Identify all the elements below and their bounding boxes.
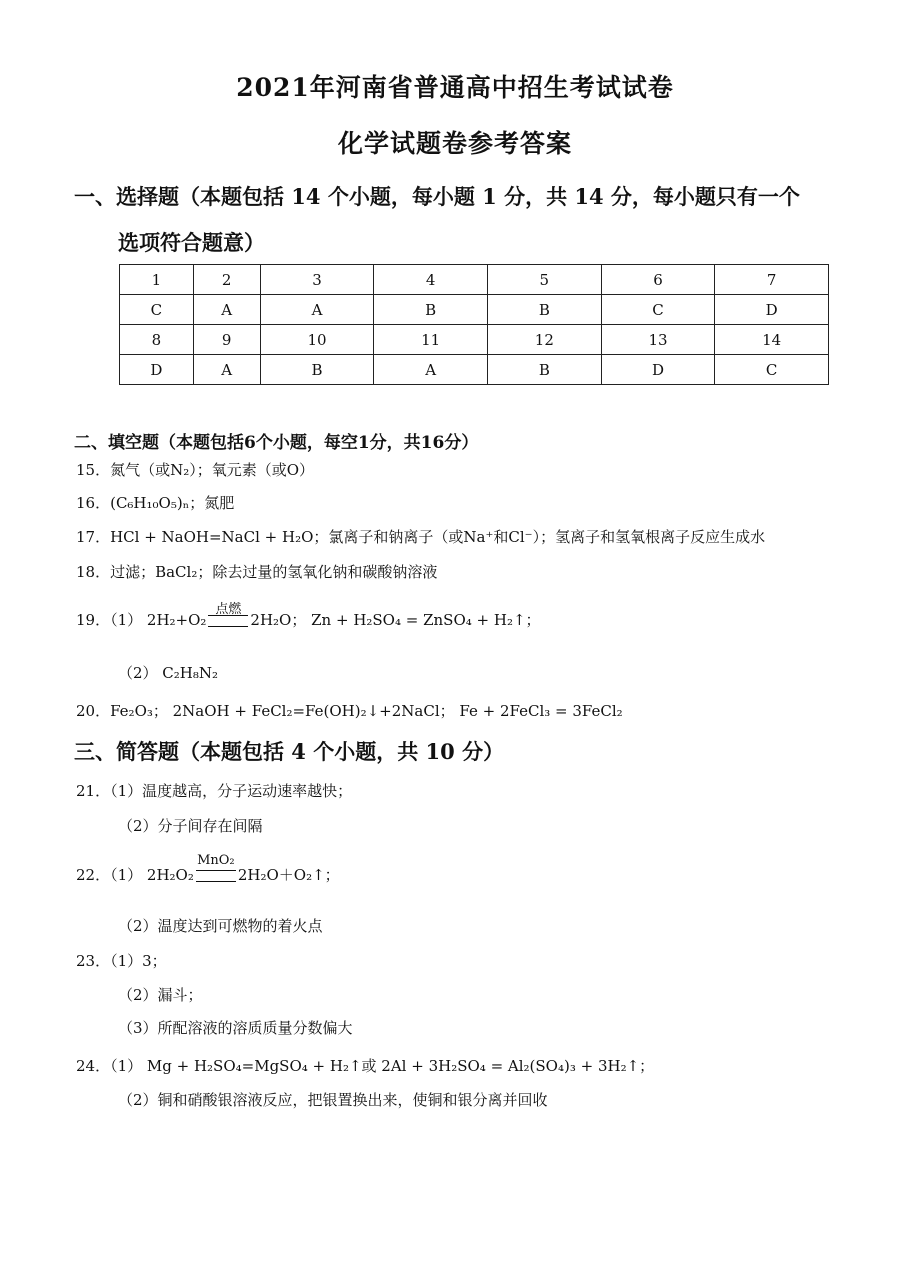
answer-cell: B: [488, 355, 602, 385]
answer-cell: D: [601, 355, 715, 385]
question-number-cell: 14: [715, 325, 829, 355]
answer-q21-part2: （2）分子间存在间隔: [118, 817, 263, 835]
answer-q23-part2: （2）漏斗；: [118, 986, 203, 1004]
answer-cell: D: [120, 355, 194, 385]
q22-equation-left: 22．（1） 2H₂O₂: [76, 866, 194, 884]
question-number-cell: 2: [193, 265, 260, 295]
question-number-cell: 10: [260, 325, 374, 355]
question-number-cell: 4: [374, 265, 488, 295]
multiple-choice-answer-table: [119, 264, 829, 385]
answer-q24-part2: （2）铜和硝酸银溶液反应，把银置换出来，使铜和银分离并回收: [118, 1091, 548, 1109]
section2-heading: 二、填空题（本题包括6个小题，每空1分，共16分）: [74, 433, 479, 453]
answer-q21-part1: 21．（1）温度越高，分子运动速率越快；: [76, 782, 353, 800]
answer-cell: D: [715, 295, 829, 325]
answer-q20: 20．Fe₂O₃； 2NaOH + FeCl₂=Fe(OH)₂↓+2NaCl； Fe + 2FeCl₃ = 3FeCl₂: [76, 702, 623, 720]
answer-cell: C: [601, 295, 715, 325]
answer-cell: C: [120, 295, 194, 325]
question-number-cell: 13: [601, 325, 715, 355]
answer-row: [120, 295, 829, 325]
question-number-cell: 12: [488, 325, 602, 355]
page-subtitle: 化学试题卷参考答案: [337, 129, 572, 158]
answer-q16: 16．(C₆H₁₀O₅)ₙ；氮肥: [76, 494, 235, 512]
answer-q23-part3: （3）所配溶液的溶质质量分数偏大: [118, 1019, 353, 1037]
q22-reaction-condition: MnO₂: [197, 853, 235, 868]
question-number-cell: 3: [260, 265, 374, 295]
answer-cell: A: [193, 355, 260, 385]
answer-q22-part2: （2）温度达到可燃物的着火点: [118, 917, 323, 935]
question-number-cell: 1: [120, 265, 194, 295]
answer-cell: A: [374, 355, 488, 385]
question-number-cell: 6: [601, 265, 715, 295]
answer-q15: 15．氮气（或N₂）；氧元素（或O）: [76, 461, 315, 479]
page-title: 2021年河南省普通高中招生考试试卷: [236, 73, 674, 102]
answer-row: [120, 355, 829, 385]
answer-q22-part1: [76, 853, 340, 885]
question-number-row: [120, 325, 829, 355]
answer-q19-part2: （2） C₂H₈N₂: [118, 664, 219, 682]
section3-heading: 三、简答题（本题包括 4 个小题，共 10 分）: [74, 739, 505, 764]
reaction-equals-sign: [196, 853, 236, 882]
answer-q24-part1: 24．（1） Mg + H₂SO₄=MgSO₄ + H₂↑或 2Al + 3H₂SO₄ = Al₂(SO₄)₃ + 3H₂↑；: [76, 1057, 655, 1075]
q19-equation-right: 2H₂O； Zn + H₂SO₄ = ZnSO₄ + H₂↑；: [250, 611, 541, 629]
question-number-cell: 8: [120, 325, 194, 355]
question-number-cell: 9: [193, 325, 260, 355]
answer-cell: A: [193, 295, 260, 325]
section1-heading: [74, 174, 864, 266]
question-number-cell: 7: [715, 265, 829, 295]
question-number-row: [120, 265, 829, 295]
q19-reaction-condition: 点燃: [215, 602, 242, 617]
question-number-cell: 11: [374, 325, 488, 355]
answer-q23-part1: 23．（1）3；: [76, 952, 167, 970]
question-number-cell: 5: [488, 265, 602, 295]
q22-equation-right: 2H₂O＋O₂↑；: [237, 866, 340, 884]
section1-heading-line2: 选项符合题意）: [118, 230, 265, 255]
answer-cell: B: [374, 295, 488, 325]
answer-q18: 18．过滤；BaCl₂；除去过量的氢氧化钠和碳酸钠溶液: [76, 563, 438, 581]
answer-q19-part1: [76, 602, 541, 630]
answer-q17: 17．HCl + NaOH=NaCl + H₂O；氯离子和钠离子（或Na⁺和Cl⁻）；氢离子和氢氧根离子反应生成水: [76, 528, 766, 546]
q19-equation-left: 19．（1） 2H₂+O₂: [76, 611, 207, 629]
answer-cell: C: [715, 355, 829, 385]
answer-cell: A: [260, 295, 374, 325]
answer-cell: B: [488, 295, 602, 325]
reaction-equals-sign: [208, 602, 248, 627]
section1-heading-line1: 一、选择题（本题包括 14 个小题，每小题 1 分，共 14 分，每小题只有一个: [74, 184, 800, 209]
answer-cell: B: [260, 355, 374, 385]
